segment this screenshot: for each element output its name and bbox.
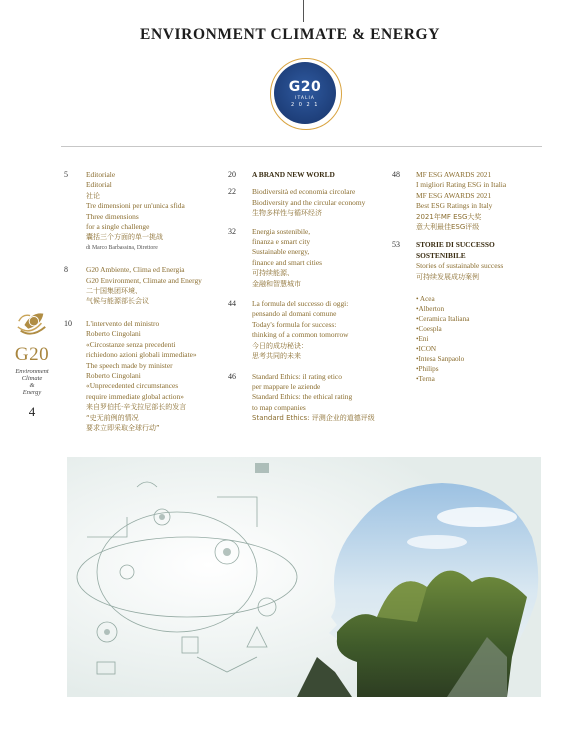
company-item[interactable]: •Eni <box>416 335 429 344</box>
toc-line: G20 Environment, Climate and Energy <box>86 275 202 285</box>
toc-page-number: 48 <box>392 170 400 179</box>
toc-line: The speech made by minister <box>86 360 173 370</box>
company-item[interactable]: •ICON <box>416 345 437 354</box>
toc-entry[interactable] <box>64 170 234 253</box>
toc-line: MF ESG AWARDS 2021 <box>416 190 492 200</box>
toc-page-number: 44 <box>228 299 236 309</box>
company-item[interactable]: • Acea <box>416 295 435 304</box>
toc-line: Roberto Cingolani <box>86 370 141 380</box>
toc-line: 今日的成功秘诀： <box>252 341 308 350</box>
logo-main-text: G20 <box>288 78 322 95</box>
company-item[interactable]: •Terna <box>416 375 435 384</box>
company-list <box>416 294 542 384</box>
side-caption-line: Climate <box>21 375 43 382</box>
company-item[interactable]: •Intesa Sanpaolo <box>416 355 465 364</box>
toc-entry[interactable] <box>64 319 234 433</box>
toc-line: Standard Ethics: il rating etico <box>252 371 342 381</box>
toc-line: 金融和智慧城市 <box>252 279 301 288</box>
toc-page-number: 22 <box>228 187 236 197</box>
company-item[interactable]: •Alberton <box>416 305 445 314</box>
toc-line: MF ESG AWARDS 2021 <box>416 170 492 179</box>
toc-line: Sustainable energy, <box>252 247 310 257</box>
toc-line: Today's formula for success: <box>252 319 337 329</box>
toc-column-1 <box>64 170 234 441</box>
toc-entry[interactable] <box>392 170 542 232</box>
toc-line: 2021年MF ESG大奖 <box>416 212 482 221</box>
toc-section-heading: STORIE DI SUCCESSO <box>416 240 495 250</box>
toc-line: 来自罗伯托·辛戈拉尼部长的发言 <box>86 403 187 412</box>
toc-line: 社论 <box>86 191 100 200</box>
toc-line: Biodiversità ed economia circolare <box>252 187 356 197</box>
toc-line: G20 Ambiente, Clima ed Energia <box>86 265 185 275</box>
toc-entry[interactable] <box>228 227 393 289</box>
toc-line: for a single challenge <box>86 222 150 232</box>
toc-line: Tre dimensioni per un'unica sfida <box>86 201 185 211</box>
toc-column-3 <box>392 170 542 384</box>
toc-line: 可持续发展成功案例 <box>416 272 479 281</box>
toc-section-heading: A BRAND NEW WORLD <box>252 170 335 179</box>
toc-line: 要求立即采取全球行动” <box>86 423 160 432</box>
toc-line: Best ESG Ratings in Italy <box>416 201 493 211</box>
toc-line: Three dimensions <box>86 211 139 221</box>
toc-line: «Circostanze senza precedenti <box>86 339 176 349</box>
toc-page-number: 20 <box>228 170 236 179</box>
company-item[interactable]: •Philips <box>416 365 439 374</box>
toc-line: Standard Ethics: 评测企业的道德评级 <box>252 414 375 423</box>
toc-line: Editorial <box>86 180 112 190</box>
toc-line: per mappare le aziende <box>252 381 321 391</box>
toc-line: Biodiversity and the circular economy <box>252 197 366 207</box>
toc-line: La formula del successo di oggi: <box>252 299 349 309</box>
side-caption-line: Environment <box>15 368 49 375</box>
toc-line: Stories of sustainable success <box>416 261 504 271</box>
header-divider <box>61 146 542 147</box>
toc-line: “史无前例的情况 <box>86 413 139 422</box>
toc-line: finance and smart cities <box>252 257 322 267</box>
toc-line: Editoriale <box>86 170 116 179</box>
toc-line: thinking of a common tomorrow <box>252 330 349 340</box>
side-g20-text: G20 <box>14 344 50 365</box>
toc-line: finanza e smart city <box>252 237 311 247</box>
page-number: 4 <box>28 404 36 419</box>
side-caption <box>10 368 54 396</box>
toc-line: 可持续能源、 <box>252 269 294 278</box>
toc-line: richiedono azioni globali immediate» <box>86 350 197 360</box>
side-caption-line: & <box>29 382 35 389</box>
toc-page-number: 53 <box>392 240 400 250</box>
toc-line: pensando al domani comune <box>252 309 337 319</box>
toc-page-number: 10 <box>64 318 72 328</box>
company-item[interactable]: •Coesplа <box>416 325 442 334</box>
toc-entry[interactable] <box>64 265 234 307</box>
side-emblem <box>10 308 54 420</box>
toc-line: L'intervento del ministro <box>86 318 160 328</box>
logo-sub-text: ITALIA <box>295 95 315 101</box>
toc-entry[interactable] <box>228 170 393 180</box>
toc-page-number: 8 <box>64 265 68 275</box>
globe-leaf-icon <box>13 308 51 342</box>
toc-author: di Marco Barbassina, Direttore <box>86 244 158 251</box>
toc-entry[interactable] <box>228 299 393 361</box>
toc-line: Roberto Cingolani <box>86 329 141 339</box>
toc-section-heading: SOSTENIBILE <box>416 250 466 260</box>
toc-line: require immediate global action» <box>86 391 184 401</box>
toc-line: I migliori Rating ESG in Italia <box>416 180 507 190</box>
toc-page-number: 32 <box>228 226 236 236</box>
page-title: ENVIRONMENT CLIMATE & ENERGY <box>140 26 440 43</box>
toc-line: 生物多样性与循环经济 <box>252 209 322 218</box>
logo-year-text: 2 0 2 1 <box>291 101 319 108</box>
toc-line: 气候与能源部长会议 <box>86 297 149 306</box>
toc-line: Energia sostenibile, <box>252 226 311 236</box>
cover-photo <box>67 457 541 697</box>
toc-column-2 <box>228 170 393 432</box>
toc-line: «Unprecedented circumstances <box>86 381 179 391</box>
g20-italia-logo <box>274 62 336 124</box>
toc-line: 思考共同的未来 <box>252 352 301 361</box>
top-rule <box>303 0 304 22</box>
toc-page-number: 46 <box>228 371 236 381</box>
toc-line: 囊括三个方面的单一挑战 <box>86 233 163 242</box>
toc-entry[interactable] <box>228 372 393 424</box>
toc-entry[interactable] <box>228 187 393 218</box>
photo-illustration <box>67 457 541 697</box>
toc-line: to map companies <box>252 402 306 412</box>
toc-line: 意大利最佳ESG评级 <box>416 223 480 232</box>
toc-line: 二十国集团环境、 <box>86 287 142 296</box>
toc-entry[interactable] <box>392 240 542 282</box>
side-caption-line: Energy <box>22 389 42 396</box>
toc-page-number: 5 <box>64 170 68 179</box>
toc-line: Standard Ethics: the ethical rating <box>252 392 353 402</box>
company-item[interactable]: •Ceramica Italiana <box>416 315 470 324</box>
